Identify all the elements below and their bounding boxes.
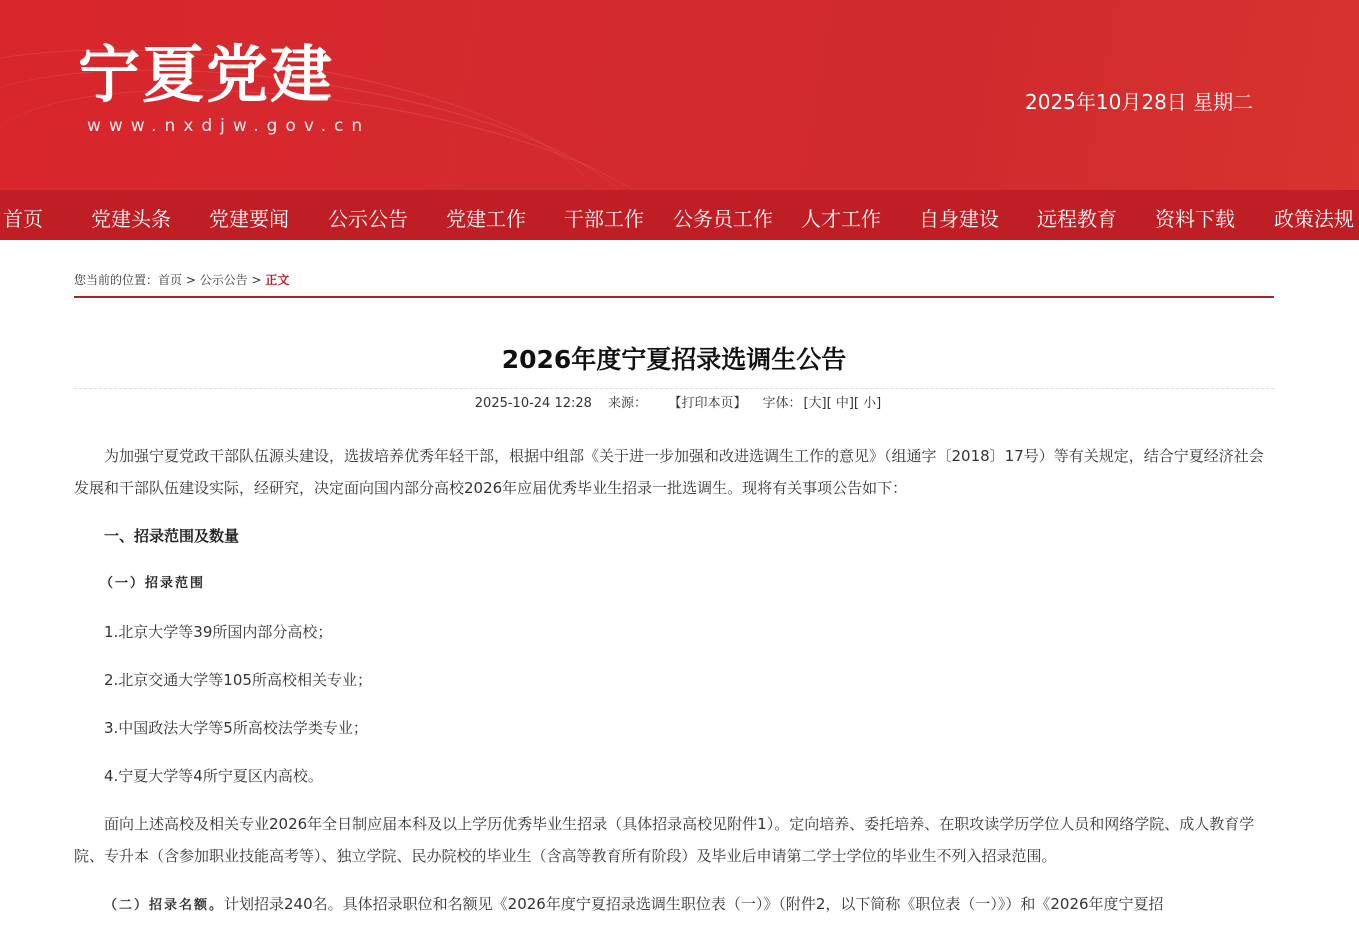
publish-datetime: 2025-10-24 12:28 — [474, 396, 592, 411]
site-url: www.nxdjw.gov.cn — [87, 116, 371, 136]
main-nav — [0, 190, 1359, 240]
section-heading: 一、招录范围及数量 — [104, 527, 240, 545]
site-logo[interactable]: 宁夏党建 — [78, 38, 335, 111]
font-small-button[interactable]: [ 小] — [853, 396, 882, 411]
article-container — [74, 240, 1274, 938]
nav-civil-servant[interactable]: 公务员工作 — [673, 207, 773, 231]
list-item: 4.宁夏大学等4所宁夏区内高校。 — [104, 767, 323, 785]
font-medium-button[interactable]: [ 中] — [826, 396, 854, 411]
nav-downloads[interactable]: 资料下载 — [1155, 207, 1235, 231]
dashed-divider — [74, 388, 1274, 389]
breadcrumb-label: 您当前的位置： — [74, 273, 159, 287]
nav-news[interactable]: 党建要闻 — [209, 207, 289, 231]
article-meta — [74, 392, 1274, 412]
quota-text: 计划招录240名。具体招录职位和名额见《2026年度宁夏招录选调生职位表（一）》（附件2，以下简称《职位表（一）》）和《2026年度宁夏招 — [224, 895, 1164, 913]
nav-remote-education[interactable]: 远程教育 — [1037, 207, 1117, 231]
list-item: 3.中国政法大学等5所高校法学类专业； — [104, 719, 368, 737]
subsection-heading: （二）招录名额。 — [104, 898, 225, 913]
list-item: 2.北京交通大学等105所高校相关专业； — [104, 671, 372, 689]
current-date: 2025年10月28日 星期二 — [1025, 90, 1254, 114]
list-item: 1.北京大学等39所国内部分高校； — [104, 623, 333, 641]
breadcrumb — [74, 271, 1274, 291]
breadcrumb-current: 正文 — [265, 273, 290, 287]
article-title: 2026年度宁夏招录选调生公告 — [501, 345, 847, 374]
site-header — [0, 0, 1359, 190]
nav-announcements[interactable]: 公示公告 — [328, 207, 408, 231]
nav-cadre-work[interactable]: 干部工作 — [564, 207, 644, 231]
nav-party-work[interactable]: 党建工作 — [446, 207, 526, 231]
breadcrumb-separator: > — [247, 273, 266, 287]
breadcrumb-home[interactable]: 首页 — [158, 273, 183, 287]
nav-policies[interactable]: 政策法规 — [1274, 207, 1354, 231]
nav-self-building[interactable]: 自身建设 — [919, 207, 999, 231]
nav-home[interactable]: 首页 — [3, 207, 43, 231]
print-button[interactable]: 【打印本页】 — [674, 396, 747, 411]
breadcrumb-section[interactable]: 公示公告 — [199, 273, 248, 287]
font-large-button[interactable]: [大] — [803, 396, 827, 411]
scope-paragraph: 面向上述高校及相关专业2026年全日制应届本科及以上学历优秀毕业生招录（具体招录高校见附件1）。定向培养、委托培养、在职攻读学历学位人员和网络学院、成人教育学院、专升本（含参加职业技能高考等）、独立学院、民办院校的毕业生（含高等教育所有阶段）及毕业后申请第二学士学位的毕业生不列入招录范围。 — [74, 815, 1255, 865]
subsection-heading: （一）招录范围 — [100, 576, 206, 591]
nav-headlines[interactable]: 党建头条 — [91, 207, 171, 231]
article-body — [74, 440, 1274, 922]
breadcrumb-separator: > — [182, 273, 200, 287]
nav-talent[interactable]: 人才工作 — [801, 207, 881, 231]
divider — [74, 296, 1274, 298]
source-label: 来源： — [607, 396, 647, 411]
font-size-label: 字体： — [762, 396, 802, 411]
intro-paragraph: 为加强宁夏党政干部队伍源头建设，选拔培养优秀年轻干部，根据中组部《关于进一步加强和改进选调生工作的意见》（组通字〔2018〕17号）等有关规定，结合宁夏经济社会发展和干部队伍建设实际，经研究，决定面向国内部分高校2026年应届优秀毕业生招录一批选调生。现将有关事项公告如下： — [74, 447, 1264, 497]
